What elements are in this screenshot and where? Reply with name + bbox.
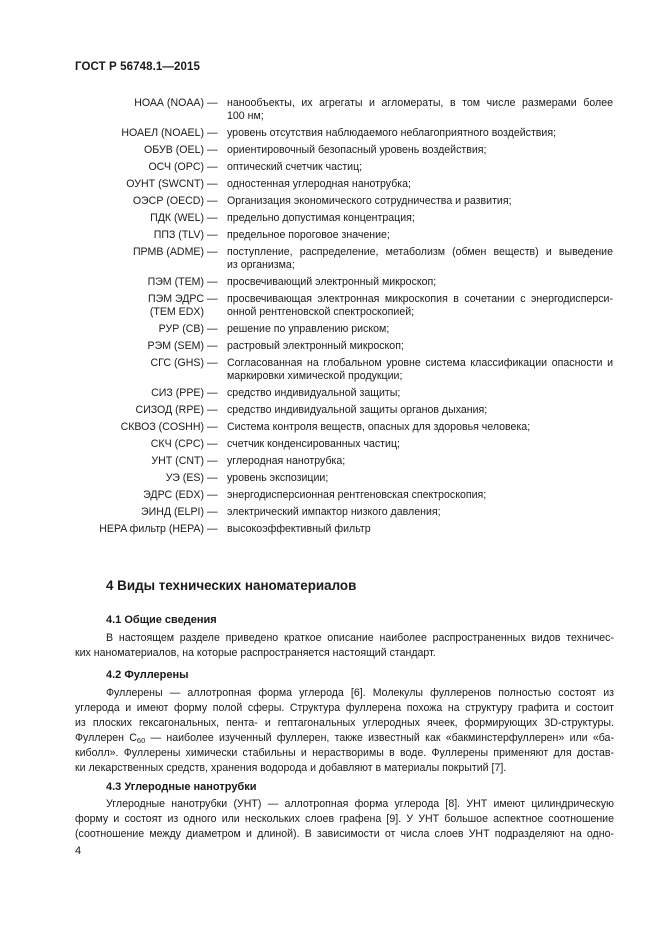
em-dash: — xyxy=(207,246,218,258)
definition-line: маркировки химической продукции; xyxy=(227,370,403,382)
paragraph-line: (соотношение между диаметром и длиной). В зависимости от числа слоев УНТ подразделяют на одно- xyxy=(75,828,614,840)
abbreviation-term xyxy=(99,523,204,536)
paragraph-line: форму и состоят из одного или нескольких слоев графена [9]. У УНТ большое аспектное соотношение xyxy=(75,813,614,825)
abbreviation-definition xyxy=(227,229,613,242)
abbreviation-term xyxy=(135,404,204,417)
abbreviation-row xyxy=(0,438,661,451)
abbreviation-term xyxy=(126,178,204,191)
definition-line: нанообъекты, их агрегаты и агломераты, в том числе размерами более xyxy=(227,97,613,109)
definition-line: уровень экспозиции; xyxy=(227,472,329,484)
abbreviation-definition xyxy=(227,161,613,174)
abbreviation-definition xyxy=(227,127,613,140)
em-dash: — xyxy=(207,340,218,352)
abbreviation-row xyxy=(0,195,661,208)
abbreviation-term xyxy=(148,340,204,353)
abbreviation-row xyxy=(0,387,661,400)
abbreviation-term-text: ОУНТ (SWCNT) xyxy=(126,178,204,190)
abbreviation-definition xyxy=(227,97,613,123)
abbreviation-row xyxy=(0,455,661,468)
abbreviation-definition xyxy=(227,387,613,400)
em-dash: — xyxy=(207,195,218,207)
section-4-2-heading: 4.2 Фуллерены xyxy=(106,669,189,681)
abbreviation-term-text: ЭИНД (ELPI) xyxy=(140,506,204,518)
em-dash: — xyxy=(207,276,218,288)
definition-line: решение по управлению риском; xyxy=(227,323,390,335)
abbreviation-term xyxy=(151,455,204,468)
paragraph-line: В настоящем разделе приведено краткое описание наиболее распространенных видов техничес- xyxy=(106,632,614,644)
abbreviation-term-text: СКВОЗ (COSHH) xyxy=(120,421,204,433)
fullerene-prefix: Фуллерен С xyxy=(75,732,137,744)
abbreviation-term-text: РУР (CB) xyxy=(158,323,204,335)
em-dash: — xyxy=(207,489,218,501)
paragraph-line: из плоских гексагональных, пента- и гептагональных углеродных ячеек, формирующих 3D-структуры. xyxy=(75,717,614,729)
definition-line: средство индивидуальной защиты органов дыхания; xyxy=(227,404,488,416)
abbreviation-term-text: СГС (GHS) xyxy=(150,357,204,369)
abbreviation-term-text: ПРМВ (ADME) xyxy=(132,246,204,258)
abbreviation-term xyxy=(144,144,204,157)
abbreviation-row xyxy=(0,178,661,191)
abbreviation-row xyxy=(0,229,661,242)
abbreviation-row xyxy=(0,506,661,519)
abbreviation-row xyxy=(0,357,661,383)
abbreviation-term-text: ППЗ (TLV) xyxy=(153,229,204,241)
em-dash: — xyxy=(207,97,218,109)
abbreviation-term-text: (TEM EDX) xyxy=(149,306,204,318)
em-dash: — xyxy=(207,421,218,433)
abbreviation-row xyxy=(0,340,661,353)
definition-line: предельное пороговое значение; xyxy=(227,229,390,241)
abbreviation-term-text: ОБУВ (OEL) xyxy=(144,144,204,156)
section-4-heading: 4 Виды технических наноматериалов xyxy=(106,578,357,593)
abbreviation-row xyxy=(0,421,661,434)
abbreviation-term-text: РЭМ (SEM) xyxy=(147,340,204,352)
definition-line: просвечивающий электронный микроскоп; xyxy=(227,276,437,288)
section-4-3-paragraph xyxy=(75,797,614,842)
paragraph-line: ких наноматериалов, на которые распространяется настоящий стандарт. xyxy=(75,647,436,659)
abbreviation-term-text: УЭ (ES) xyxy=(165,472,204,484)
page-number: 4 xyxy=(75,845,82,857)
abbreviation-definition xyxy=(227,357,613,383)
abbreviation-row xyxy=(0,293,661,319)
paragraph-line xyxy=(75,731,614,746)
abbreviation-row xyxy=(0,161,661,174)
abbreviation-term xyxy=(154,229,204,242)
abbreviation-definition xyxy=(227,178,613,191)
abbreviation-term xyxy=(133,195,204,208)
em-dash: — xyxy=(207,404,218,416)
abbreviation-row xyxy=(0,472,661,485)
abbreviation-definition xyxy=(227,438,613,451)
em-dash: — xyxy=(207,323,218,335)
abbreviation-definition xyxy=(227,340,613,353)
section-4-1-heading: 4.1 Общие сведения xyxy=(106,614,217,626)
section-4-1-paragraph xyxy=(75,631,614,661)
abbreviation-row xyxy=(0,323,661,336)
definition-line: Согласованная на глобальном уровне система классификации опасности и xyxy=(227,357,613,369)
definition-line: поступление, распределение, метаболизм (обмен веществ) и выведение xyxy=(227,246,613,258)
abbreviation-term-text: HEPA фильтр (HEPA) xyxy=(99,523,204,535)
abbreviation-definition xyxy=(227,246,613,272)
abbreviation-term xyxy=(121,421,204,434)
definition-line: растровый электронный микроскоп; xyxy=(227,340,404,352)
abbreviation-term-text: СИЗОД (RPE) xyxy=(135,404,204,416)
abbreviation-term xyxy=(134,97,204,110)
definition-line: 100 нм; xyxy=(227,110,264,122)
fullerene-subscript: 60 xyxy=(136,736,146,745)
abbreviation-term-text: ПДК (WEL) xyxy=(150,212,204,224)
abbreviation-term-text: НОАЕЛ (NOAEL) xyxy=(121,127,204,139)
abbreviation-term xyxy=(150,357,204,370)
abbreviation-row xyxy=(0,246,661,272)
definition-line: электрический импактор низкого давления; xyxy=(227,506,441,518)
abbreviation-definition xyxy=(227,144,613,157)
em-dash: — xyxy=(207,387,218,399)
definition-line: энергодисперсионная рентгеновская спектроскопия; xyxy=(227,489,487,501)
abbreviation-definition xyxy=(227,276,613,289)
definition-line: оптический счетчик частиц; xyxy=(227,161,363,173)
em-dash: — xyxy=(207,523,218,535)
abbreviation-term-text: ПЭМ ЭДРС xyxy=(147,293,204,305)
em-dash: — xyxy=(207,438,218,450)
abbreviation-term xyxy=(148,293,204,319)
paragraph-line: киболл». Фуллерены химически стабильны и нерастворимы в воде. Фуллерены применяют для достав- xyxy=(75,747,614,759)
definition-line: средство индивидуальной защиты; xyxy=(227,387,401,399)
definition-line: Система контроля веществ, опасных для здоровья человека; xyxy=(227,421,531,433)
document-header: ГОСТ Р 56748.1—2015 xyxy=(75,61,200,73)
definition-line: просвечивающая электронная микроскопия в сочетании с энергодисперси- xyxy=(227,293,613,305)
abbreviation-term xyxy=(166,472,204,485)
abbreviation-definition xyxy=(227,472,613,485)
em-dash: — xyxy=(207,229,218,241)
abbreviation-definition xyxy=(227,489,613,502)
section-4-3-heading: 4.3 Углеродные нанотрубки xyxy=(106,781,257,793)
abbreviation-term-text: ОСЧ (OPC) xyxy=(148,161,204,173)
definition-line: онной рентгеновской спектроскопией; xyxy=(227,306,415,318)
em-dash: — xyxy=(207,357,218,369)
abbreviation-definition xyxy=(227,404,613,417)
abbreviation-row xyxy=(0,523,661,536)
abbreviation-list xyxy=(0,97,661,540)
em-dash: — xyxy=(207,455,218,467)
abbreviation-definition xyxy=(227,323,613,336)
em-dash: — xyxy=(207,144,218,156)
abbreviation-term xyxy=(148,276,204,289)
em-dash: — xyxy=(207,293,218,305)
abbreviation-row xyxy=(0,212,661,225)
abbreviation-row xyxy=(0,276,661,289)
abbreviation-term-text: НОАА (NOAA) xyxy=(134,97,204,109)
definition-line: одностенная углеродная нанотрубка; xyxy=(227,178,411,190)
abbreviation-definition xyxy=(227,506,613,519)
em-dash: — xyxy=(207,127,218,139)
em-dash: — xyxy=(207,178,218,190)
abbreviation-definition xyxy=(227,455,613,468)
paragraph-line: углерода и имеют форму полой сферы. Структура фуллерена похожа на структуру графита и состоит xyxy=(75,702,614,714)
paragraph-line: Углеродные нанотрубки (УНТ) — аллотропная форма углерода [8]. УНТ имеют цилиндрическую xyxy=(106,798,614,810)
definition-line: счетчик конденсированных частиц; xyxy=(227,438,400,450)
abbreviation-row xyxy=(0,489,661,502)
abbreviation-term xyxy=(159,323,204,336)
definition-line: ориентировочный безопасный уровень воздействия; xyxy=(227,144,487,156)
abbreviation-definition xyxy=(227,195,613,208)
abbreviation-term-text: УНТ (CNT) xyxy=(151,455,204,467)
abbreviation-term xyxy=(150,212,204,225)
abbreviation-term-text: СИЗ (PPE) xyxy=(151,387,204,399)
abbreviation-term xyxy=(151,438,204,451)
abbreviation-term-text: СКЧ (CPC) xyxy=(150,438,204,450)
abbreviation-term xyxy=(141,506,204,519)
paragraph-line: ки лекарственных средств, хранения водорода и добавляют в материалы покрытий [7]. xyxy=(75,762,507,774)
abbreviation-definition xyxy=(227,212,613,225)
abbreviation-term xyxy=(121,127,204,140)
abbreviation-term-text: ОЭСР (OECD) xyxy=(132,195,204,207)
abbreviation-definition xyxy=(227,523,613,536)
abbreviation-term xyxy=(151,387,204,400)
definition-line: Организация экономического сотрудничества и развития; xyxy=(227,195,512,207)
abbreviation-row xyxy=(0,404,661,417)
abbreviation-term-text: ПЭМ (TEM) xyxy=(147,276,204,288)
em-dash: — xyxy=(207,506,218,518)
abbreviation-definition xyxy=(227,421,613,434)
abbreviation-row xyxy=(0,144,661,157)
paragraph-line: Фуллерены — аллотропная форма углерода [6]. Молекулы фуллеренов полностью состоят из xyxy=(106,687,614,699)
em-dash: — xyxy=(207,212,218,224)
abbreviation-definition xyxy=(227,293,613,319)
abbreviation-term-text: ЭДРС (EDX) xyxy=(143,489,204,501)
em-dash: — xyxy=(207,472,218,484)
abbreviation-term xyxy=(133,246,204,259)
abbreviation-row xyxy=(0,127,661,140)
abbreviation-term xyxy=(143,489,204,502)
abbreviation-row xyxy=(0,97,661,123)
definition-line: углеродная нанотрубка; xyxy=(227,455,346,467)
section-4-2-paragraph xyxy=(75,686,614,776)
abbreviation-term xyxy=(148,161,204,174)
definition-line: высокоэффективный фильтр xyxy=(227,523,371,535)
definition-line: уровень отсутствия наблюдаемого неблагоприятного воздействия; xyxy=(227,127,557,139)
fullerene-suffix: — наиболее изученный фуллерен, также известный как «бакминстерфуллерен» или «ба- xyxy=(145,732,614,744)
definition-line: предельно допустимая концентрация; xyxy=(227,212,415,224)
em-dash: — xyxy=(207,161,218,173)
definition-line: из организма; xyxy=(227,259,295,271)
